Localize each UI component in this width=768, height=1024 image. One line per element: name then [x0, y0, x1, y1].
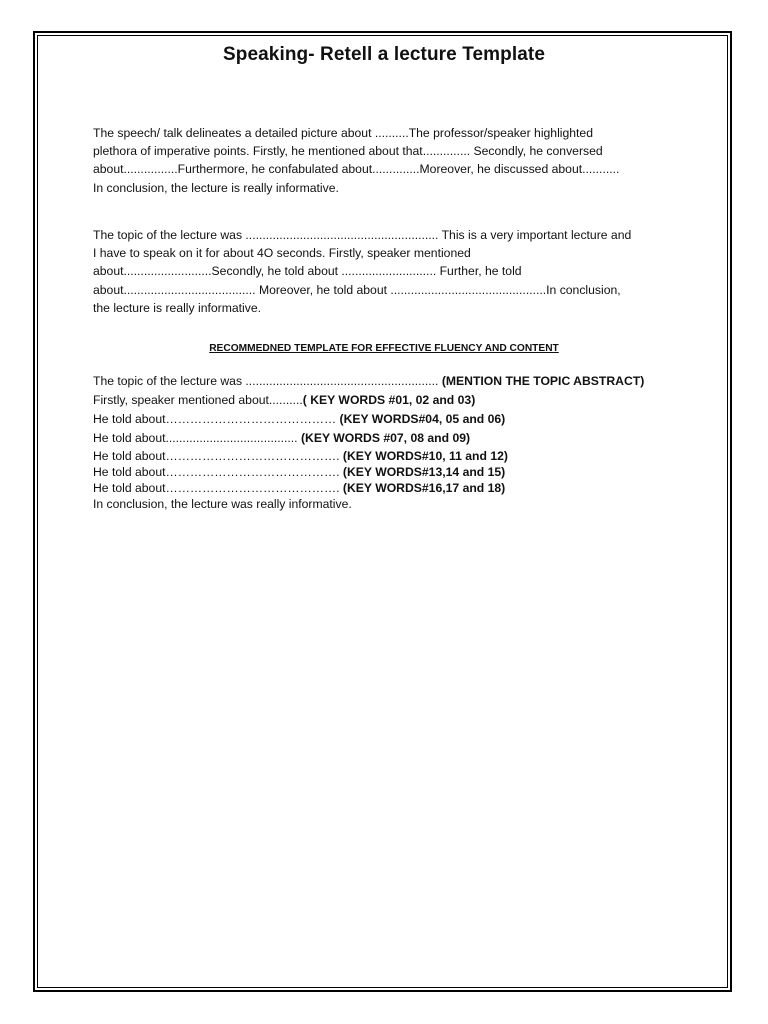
template-row-text: He told about…………………………………….: [93, 465, 343, 479]
paragraph-2: [93, 226, 683, 317]
paragraph-2-line: the lecture is really informative.: [93, 300, 261, 315]
template-row: [93, 480, 693, 496]
template-row-text: Firstly, speaker mentioned about..........: [93, 393, 303, 407]
paragraph-1: [93, 124, 683, 197]
template-row-text: He told about…………………………………….: [93, 449, 343, 463]
template-row-text: In conclusion, the lecture was really informative.: [93, 497, 352, 511]
template-row-text: He told about…………………………………….: [93, 481, 343, 495]
template-row: [93, 410, 693, 429]
template-row: [93, 448, 693, 464]
template-row: [93, 372, 693, 391]
template-row: [93, 496, 693, 512]
template-row-note: ( KEY WORDS #01, 02 and 03): [302, 393, 476, 407]
template-row: [93, 391, 693, 410]
template-row: [93, 429, 693, 448]
recommended-template-heading: RECOMMEDNED TEMPLATE FOR EFFECTIVE FLUENCY AND CONTENT: [209, 343, 559, 354]
paragraph-1-line: In conclusion, the lecture is really informative.: [93, 180, 339, 195]
template-row-note: (MENTION THE TOPIC ABSTRACT): [441, 374, 645, 388]
template-row: [93, 464, 693, 480]
template-list: [93, 372, 693, 512]
template-row-note: (KEY WORDS #07, 08 and 09): [300, 431, 471, 445]
template-row-text: He told about.......................................: [93, 431, 301, 445]
template-row-text: He told about……………………………………: [93, 412, 340, 426]
document-title: Speaking- Retell a lecture Template: [222, 44, 546, 65]
paragraph-2-line: I have to speak on it for about 4O seconds. Firstly, speaker mentioned: [93, 246, 471, 261]
paragraph-2-line: about....................................... Moreover, he told about ..............................................In conclusion,: [93, 282, 621, 297]
template-row-note: (KEY WORDS#13,14 and 15): [342, 465, 506, 479]
paragraph-1-line: about................Furthermore, he confabulated about..............Moreover, he discussed about...........: [93, 162, 620, 177]
paragraph-1-line: plethora of imperative points. Firstly, he mentioned about that.............. Secondly, he conversed: [93, 144, 603, 159]
template-row-note: (KEY WORDS#16,17 and 18): [342, 481, 506, 495]
paragraph-1-line: The speech/ talk delineates a detailed picture about ..........The professor/speaker highlighted: [93, 126, 593, 140]
paragraph-2-line: The topic of the lecture was ......................................................... This is a very important lecture and: [93, 228, 632, 242]
paragraph-2-line: about..........................Secondly, he told about ............................ Further, he told: [93, 264, 522, 279]
template-row-note: (KEY WORDS#10, 11 and 12): [342, 449, 508, 463]
template-row-text: The topic of the lecture was .........................................................: [93, 374, 442, 388]
template-row-note: (KEY WORDS#04, 05 and 06): [339, 412, 506, 426]
